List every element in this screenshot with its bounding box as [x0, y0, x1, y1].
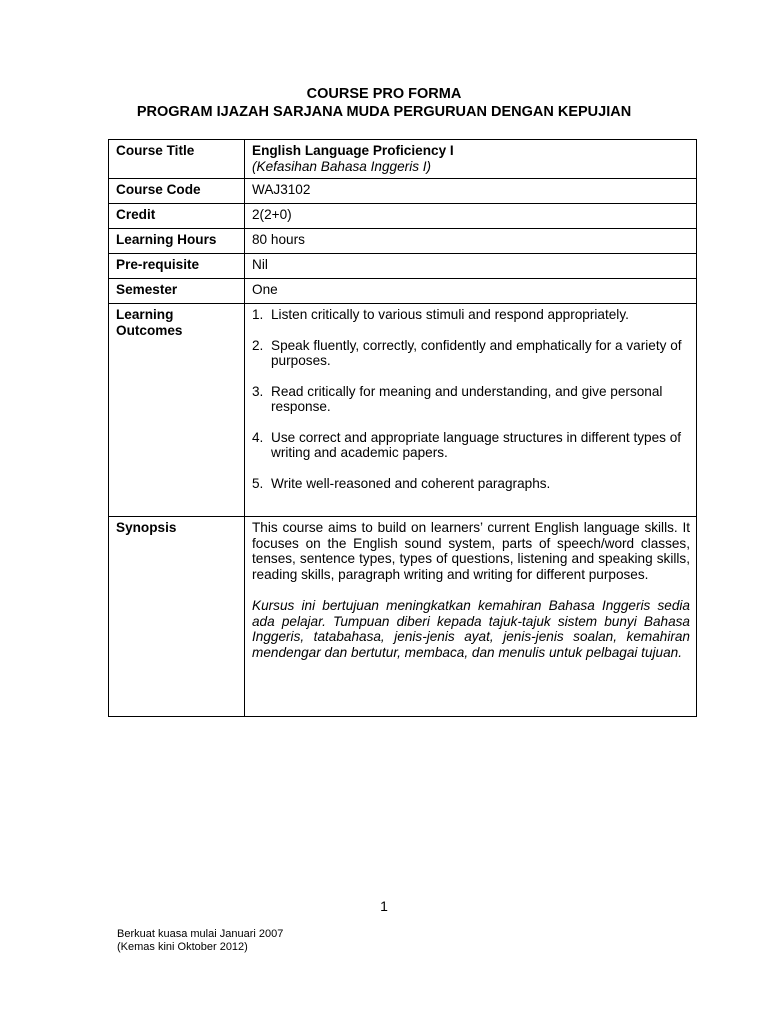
- learning-hours-value: 80 hours: [245, 229, 697, 254]
- synopsis-malay: Kursus ini bertujuan meningkatkan kemahiran Bahasa Inggeris sedia ada pelajar. Tumpuan diberi kepada tajuk-tajuk sistem bunyi Bahasa Inggeris, tatabahasa, jenis-jenis ayat, jenis-jenis soalan, kemahiran mendengar dan bertutur, membaca, dan menulis untuk pelbagai tujuan.: [252, 598, 690, 660]
- outcome-number: 2.: [252, 337, 264, 353]
- credit-label: Credit: [109, 204, 245, 229]
- learning-outcomes-label: Learning Outcomes: [109, 304, 245, 517]
- outcome-text: Use correct and appropriate language structures in different types of writing and academic papers.: [271, 429, 682, 460]
- document-header: [0, 85, 768, 121]
- course-title-label: Course Title: [109, 140, 245, 179]
- prerequisite-label: Pre-requisite: [109, 254, 245, 279]
- course-title-value: English Language Proficiency I: [252, 143, 454, 158]
- table-row-course-code: [109, 179, 697, 204]
- course-code-label: Course Code: [109, 179, 245, 204]
- table-row-learning-outcomes: [109, 304, 697, 517]
- footer-effective-date: Berkuat kuasa mulai Januari 2007: [117, 928, 284, 940]
- table-row-synopsis: [109, 517, 697, 717]
- table-row-course-title: [109, 140, 697, 179]
- credit-value: 2(2+0): [245, 204, 697, 229]
- course-title-cell: [245, 140, 697, 179]
- semester-label: Semester: [109, 279, 245, 304]
- outcome-text: Write well-reasoned and coherent paragraphs.: [271, 475, 551, 491]
- list-item: [252, 384, 690, 415]
- learning-hours-label: Learning Hours: [109, 229, 245, 254]
- outcome-number: 4.: [252, 429, 264, 445]
- page-number: 1: [380, 898, 388, 914]
- table-row-prerequisite: [109, 254, 697, 279]
- learning-outcomes-cell: [245, 304, 697, 517]
- outcome-number: 1.: [252, 307, 264, 322]
- outcome-number: 5.: [252, 475, 264, 491]
- semester-value: One: [245, 279, 697, 304]
- outcome-number: 3.: [252, 383, 264, 399]
- footer-revision-date: (Kemas kini Oktober 2012): [117, 941, 248, 953]
- prerequisite-value: Nil: [245, 254, 697, 279]
- outcome-text: Listen critically to various stimuli and respond appropriately.: [271, 307, 629, 322]
- outcome-text: Read critically for meaning and understanding, and give personal response.: [271, 383, 663, 414]
- list-item: [252, 430, 690, 461]
- synopsis-label: Synopsis: [109, 517, 245, 717]
- course-proforma-table: [108, 139, 697, 717]
- course-code-value: WAJ3102: [245, 179, 697, 204]
- document-footer: [117, 928, 283, 954]
- program-title: PROGRAM IJAZAH SARJANA MUDA PERGURUAN DENGAN KEPUJIAN: [136, 104, 632, 120]
- list-item: [252, 338, 690, 369]
- learning-outcomes-list: [252, 307, 690, 491]
- document-title: COURSE PRO FORMA: [306, 86, 462, 102]
- table-row-credit: [109, 204, 697, 229]
- table-row-learning-hours: [109, 229, 697, 254]
- synopsis-english: This course aims to build on learners’ current English language skills. It focuses on the English sound system, parts of speech/word classes, tenses, sentence types, types of questions, listening and speaking skills, reading skills, paragraph writing and writing for different purposes.: [252, 520, 690, 582]
- course-title-translation: (Kefasihan Bahasa Inggeris I): [252, 158, 432, 174]
- list-item: [252, 307, 690, 323]
- synopsis-cell: [245, 517, 697, 717]
- list-item: [252, 476, 690, 492]
- table-row-semester: [109, 279, 697, 304]
- outcome-text: Speak fluently, correctly, confidently and emphatically for a variety of purposes.: [271, 337, 682, 368]
